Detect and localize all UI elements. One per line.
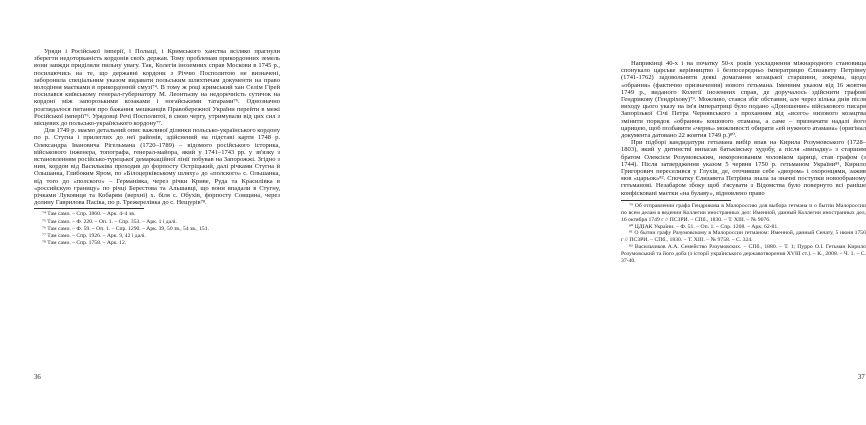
left-footnote-78: ⁷⁸ Там само. – Спр. 1758. – Арк. 12.: [42, 239, 127, 246]
left-footnote-75: ⁷⁵ Там само. – Ф. 220. – Оп. 1. – Спр. 353. – Арк. 1 і далі.: [42, 218, 177, 225]
right-page-text-column: [621, 60, 866, 265]
left-footnote-divider: [34, 208, 144, 209]
right-footnote-divider: [621, 200, 731, 201]
left-footnote-74: ⁷⁴ Там само. – Спр. 3860. – Арк. 4–4 зв.: [42, 211, 136, 218]
right-page: [300, 0, 866, 425]
right-paragraph-2: При підборі кандидатури гетьмана вибір впав на Кирила Розумовського (1728–1803), який у дитинстві випасав батьківську худобу, а після «випадку» з старшим братом Олексієм Розумовським, некоронованим чоловіком цариці, став графом (з 1744). Після затвердження указом 5 червня 1750 р. гетьманом України⁸¹, Кирило Григорович переселився у Глухів, де, оточивши себе «двором» і охоронцями, зажив мов «царьок»⁸². Спочатку Єлизавета Петрівна знала за значні поступки новообраному гетьманові. Незабаром збоку щоб з'ясувати з Відомства було повернуто всі раніше конфісковані маєтки «на булаву», відновлено право: [621, 139, 866, 197]
left-page: [0, 0, 300, 425]
right-footnote-82: ⁸² Васильчиков А.А. Семейство Разумовских. – СПб., 1880. – Т. 1; Пурро О.І. Гетьман Кирило Розумовський та його доба (з історії українського державотворення XVIII ст.). – К., 2008. – Ч. 1. – С. 37-40.: [621, 244, 866, 265]
left-footnote-76: ⁷⁶ Там само. – Ф. 59. – Оп. 1. – Спр. 1290. – Арк. 39, 50 зв., 54 зв., 151.: [42, 225, 209, 232]
right-paragraph-1: Наприкінці 40-х і на початку 50-х років ускладнення міжнародного становища спонукало царське керівництво і безпосередньо імператрицю Єлизавету Петрівну (1741-1762) задовольнити деякі домагання козацької старшини, зокрема, щодо «обрання» (фактично призначення) нового гетьмана. Іменним указом від 16 жовтня 1749 р., виданого Колегії іноземних справ, де доручалось здійснити графові Гендрикову (Гендріхову)⁷⁹. Можливо, стався збіг обставин, але через кілька днів після виходу цього указу на ім'я імператриці було подано «Доношение» військового писаря Запорізької Січі Петра Чернявського з проханням від «всего» низового козацтва змінити порядок «обрання» кошового отамана, а саме – призначати надалі його царицею, щоб позбавити «чернь» можливості обирати «ей нужного атамана» (оригінал документа датовано 22 жовтня 1749 р.)⁸⁰.: [621, 60, 866, 140]
left-page-number: 36: [34, 374, 41, 381]
left-page-text-column: [34, 48, 280, 247]
left-footnote-77: ⁷⁷ Там само. – Спр. 1926. – Арк. 9, 42 і далі.: [42, 232, 146, 239]
right-footnote-81: ⁸¹ О бытии графу Разумовскому в Малороссии гетманом: Именной, данный Сенату, 5 июня 1750 г // ПСЗРИ. – СПб., 1830. – Т. XIII. – № 9758. – С. 324.: [621, 230, 866, 244]
right-footnote-80: ⁸⁰ ЦДІАК України. – Ф. 51. – Оп. 1. – Спр. 1208. – Арк. 62-81.: [629, 223, 779, 230]
left-paragraph-1: Уряди і Російської імперії, і Польщі, і Кримського ханства всіляко прагнули зберегти недоторканість кордонів своїх держав. Тому проблемам прикордонних земель вони завжди приділяли пильну увагу. Так, Колегія іноземних справ Москови в 1745 р., посилаючись на те, що державні кордони з Річчю Посполитою не визначені, заборонила спеціальним указом видавати польським шляхтичам документи на право володіння маєтками в прикордонній смузі⁷⁴. В тому ж році кримський хан Селім Гірей посилався київському генерал-губернатору М. Леонтьєву на недоречність сутичок на кордоні між запорозькими козаками і ногайськими татарами⁷⁵. Однозначно розглядалося питання про бажання мешканців Правобережної України перейти в межі Російської імперії⁷⁶. Урядовці Речі Посполитої, в свою чергу, утримували від цих сил з місцевих до польсько-українського кордону⁷⁷.: [34, 48, 280, 128]
right-footnote-79: ⁷⁹ Об отправлении графа Гендрикова в Малороссию для выбора гетмана и о бытии Малороссии по всем делам в ведении Коллегии иностранных дел: Именной, данный Коллегии иностранных дел, 16 октября 1749 г // ПСЗРИ. – СПб., 1830. – Т. XIII. – № 9676.: [621, 202, 866, 223]
left-paragraph-2: Для 1749 р. маємо детальний опис важливої ділянки польсько-українського кордону по р. Стугна і прилеглих до неї районів, здійснений на підставі карти 1748 р. Олександра Івановича Рігельмана (1720–1789) – відомого російського історика, військового інженера, топографа, генерал-майора, який у 1741–1743 рр. у зв'язку з встановленням російсько-турецької демаркаційної лінії побував на Запорожжі. Згідно з ним, кордон від Васильківа проходив до форпосту Остріцький, далі річками Стугна й Ольшанка, Глибоким Яром, по «Білоцерківському шляху» до «полского» с. Ольшанка, від того до «полского» – Германівка, через річки Криве, Руда та Красилівка в «российскую границу» по річці Берестова та Альшавці, що вони впадали в Стугну, річками Луковиця та Кобарям (верхні) х. біля с. Обухів, форпосту Совщина, через долину Гаврилова Пасіка, по р. Трежерелівка до с. Нещурів⁷⁸.: [34, 127, 280, 207]
right-page-number: 37: [858, 374, 865, 381]
